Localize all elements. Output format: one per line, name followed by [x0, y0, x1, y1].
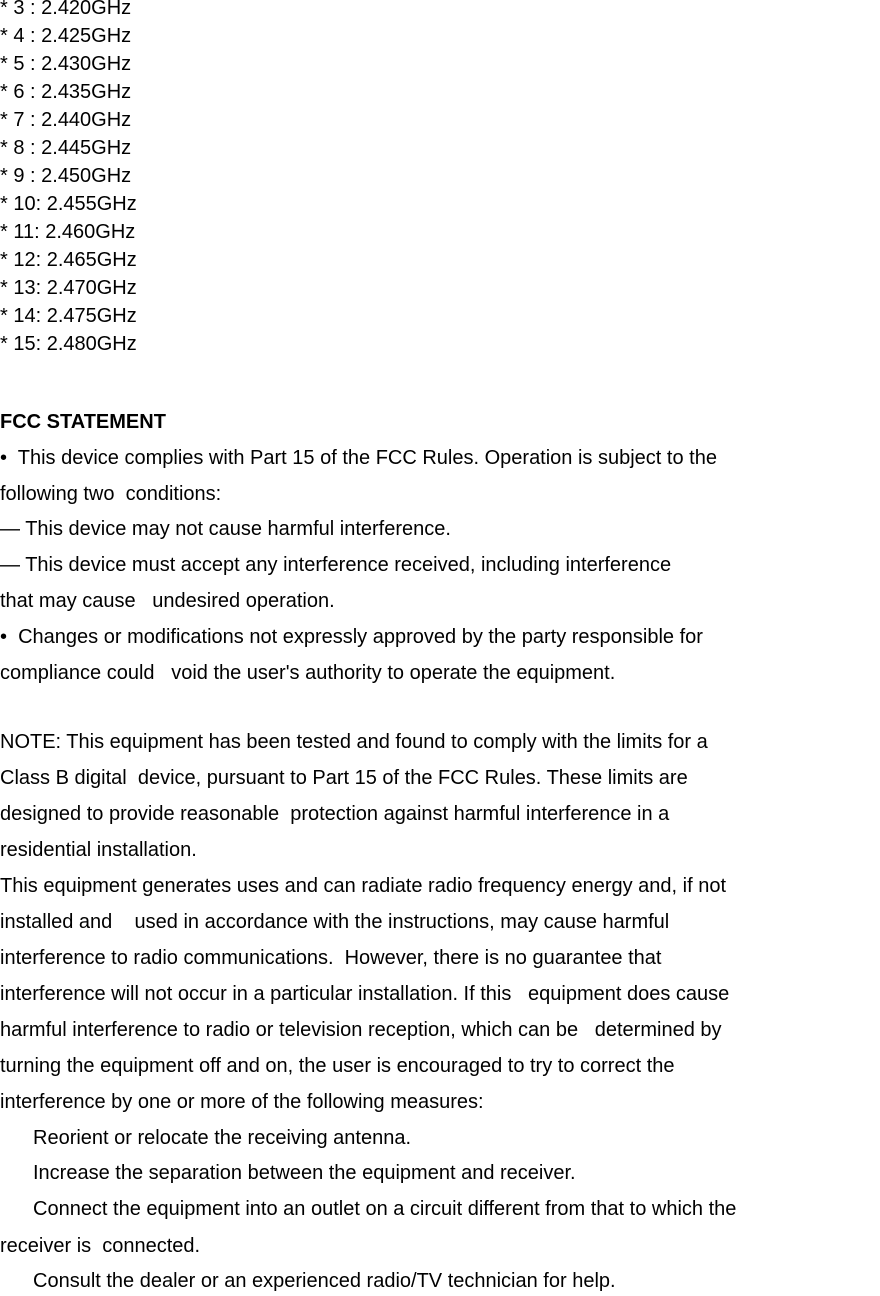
channel-line: * 7 : 2.440GHz — [0, 109, 132, 131]
measure-item-continuation: receiver is connected. — [0, 1235, 201, 1257]
measure-item: Increase the separation between the equipment and receiver. — [33, 1162, 576, 1184]
channel-line: * 3 : 2.420GHz — [0, 0, 132, 19]
fcc-line: following two conditions: — [0, 483, 222, 505]
channel-frequency-list — [0, 0, 137, 358]
fcc-line: • This device complies with Part 15 of the FCC Rules. Operation is subject to the — [0, 447, 717, 469]
channel-line: * 14: 2.475GHz — [0, 305, 137, 327]
channel-line: * 13: 2.470GHz — [0, 277, 137, 299]
note-line: interference will not occur in a particular installation. If this equipment does cause — [0, 983, 730, 1005]
note-line: turning the equipment off and on, the user is encouraged to try to correct the — [0, 1055, 675, 1077]
fcc-line: — This device may not cause harmful interference. — [0, 518, 451, 540]
measure-item: Consult the dealer or an experienced radio/TV technician for help. — [33, 1270, 616, 1292]
channel-line: * 5 : 2.430GHz — [0, 53, 132, 75]
channel-line: * 12: 2.465GHz — [0, 249, 137, 271]
measure-item: Reorient or relocate the receiving antenna. — [33, 1127, 412, 1149]
fcc-line: — This device must accept any interference received, including interference — [0, 554, 672, 576]
note-line: harmful interference to radio or television reception, which can be determined by — [0, 1019, 722, 1041]
channel-line: * 8 : 2.445GHz — [0, 137, 132, 159]
channel-line: * 15: 2.480GHz — [0, 333, 137, 355]
channel-line: * 9 : 2.450GHz — [0, 165, 132, 187]
note-line: interference by one or more of the following measures: — [0, 1091, 484, 1113]
channel-line: * 4 : 2.425GHz — [0, 25, 132, 47]
fcc-line: compliance could void the user's authority to operate the equipment. — [0, 662, 616, 684]
measure-item: Connect the equipment into an outlet on a circuit different from that to which the — [33, 1198, 737, 1220]
note-line: designed to provide reasonable protection against harmful interference in a — [0, 803, 670, 825]
channel-line: * 11: 2.460GHz — [0, 221, 136, 243]
channel-line: * 6 : 2.435GHz — [0, 81, 132, 103]
fcc-statement-heading: FCC STATEMENT — [0, 411, 166, 433]
note-line: This equipment generates uses and can radiate radio frequency energy and, if not — [0, 875, 727, 897]
fcc-line: • Changes or modifications not expressly approved by the party responsible for — [0, 626, 703, 648]
note-line: installed and used in accordance with the instructions, may cause harmful — [0, 911, 670, 933]
fcc-line: that may cause undesired operation. — [0, 590, 335, 612]
channel-line: * 10: 2.455GHz — [0, 193, 137, 215]
note-line: residential installation. — [0, 839, 197, 861]
note-line: interference to radio communications. However, there is no guarantee that — [0, 947, 662, 969]
note-line: NOTE: This equipment has been tested and found to comply with the limits for a — [0, 731, 708, 753]
note-line: Class B digital device, pursuant to Part 15 of the FCC Rules. These limits are — [0, 767, 688, 789]
